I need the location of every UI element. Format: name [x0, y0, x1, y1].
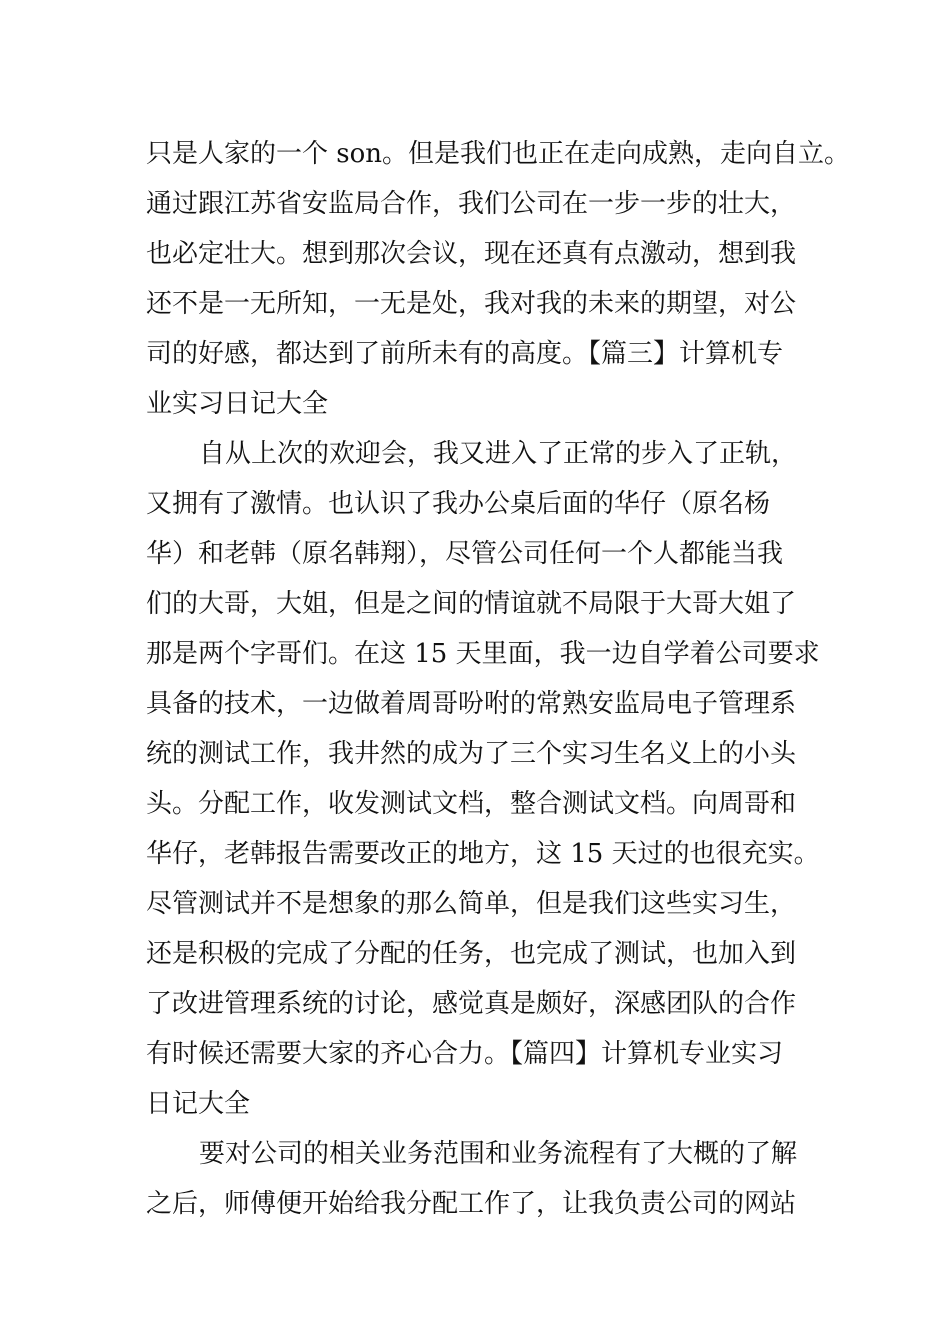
text-line: 业实习日记大全 [146, 389, 329, 419]
text-line: 又拥有了激情。也认识了我办公桌后面的华仔（原名杨 [146, 489, 771, 519]
text-line: 尽管测试并不是想象的那么简单，但是我们这些实习生， [146, 889, 797, 919]
text-line: 只是人家的一个 son。但是我们也正在走向成熟，走向自立。 [146, 139, 851, 169]
text-line: 通过跟江苏省安监局合作，我们公司在一步一步的壮大， [146, 189, 797, 219]
text-line: 还不是一无所知，一无是处，我对我的未来的期望，对公 [146, 289, 797, 319]
text-line: 头。分配工作，收发测试文档，整合测试文档。向周哥和 [146, 789, 797, 819]
text-line: 那是两个字哥们。在这 15 天里面，我一边自学着公司要求 [146, 639, 820, 669]
text-line: 司的好感，都达到了前所未有的高度。【篇三】计算机专 [146, 339, 784, 369]
text-line: 也必定壮大。想到那次会议，现在还真有点激动，想到我 [146, 239, 797, 269]
text-line: 日记大全 [146, 1089, 251, 1119]
text-line: 具备的技术，一边做着周哥吩咐的常熟安监局电子管理系 [146, 689, 797, 719]
text-line: 统的测试工作，我井然的成为了三个实习生名义上的小头 [146, 739, 797, 769]
text-line: 有时候还需要大家的齐心合力。【篇四】计算机专业实习 [146, 1039, 784, 1069]
body-text [146, 129, 851, 1229]
text-line: 之后，师傅便开始给我分配工作了，让我负责公司的网站 [146, 1189, 797, 1219]
text-line: 华仔，老韩报告需要改正的地方，这 15 天过的也很充实。 [146, 839, 820, 869]
text-line: 们的大哥，大姐，但是之间的情谊就不局限于大哥大姐了 [146, 589, 797, 619]
paragraph-first-line: 要对公司的相关业务范围和业务流程有了大概的了解 [199, 1139, 798, 1169]
paragraph-first-line: 自从上次的欢迎会，我又进入了正常的步入了正轨， [199, 439, 798, 469]
text-line: 华）和老韩（原名韩翔），尽管公司任何一个人都能当我 [146, 539, 784, 569]
text-line: 了改进管理系统的讨论，感觉真是颇好，深感团队的合作 [146, 989, 797, 1019]
text-line: 还是积极的完成了分配的任务，也完成了测试，也加入到 [146, 939, 797, 969]
